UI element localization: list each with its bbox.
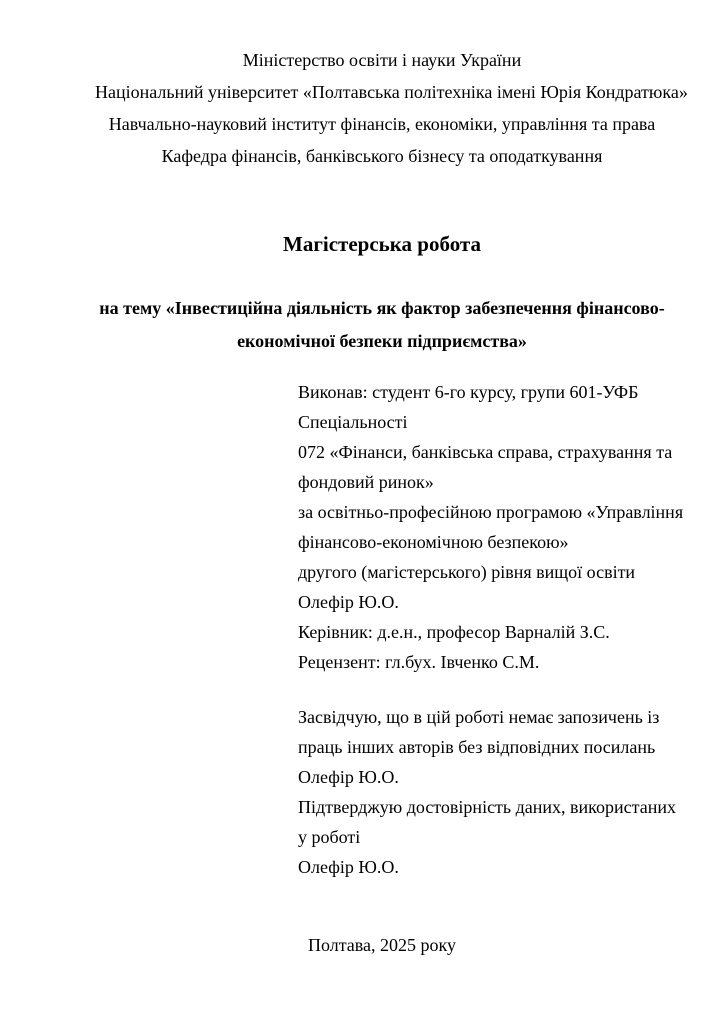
author-details-block — [298, 377, 684, 677]
university-line: Національний університет «Полтавська політехніка імені Юрія Кондратюка» — [95, 82, 688, 102]
attestation-block — [298, 702, 676, 882]
author-name-line: Олефір Ю.О. — [298, 592, 399, 612]
no-borrowing-line-1: Засвідчую, що в цій роботі немає запозичень із — [298, 707, 660, 727]
specialty-cont-line: фондовий ринок» — [298, 472, 434, 492]
institute-line: Навчально-науковий інститут фінансів, економіки, управління та права — [108, 114, 656, 134]
no-borrowing-line-2: праць інших авторів без відповідних посилань — [298, 737, 656, 757]
specialty-label-line: Спеціальності — [298, 412, 408, 432]
executor-line: Виконав: студент 6-го курсу, групи 601-УФБ — [298, 382, 639, 402]
ministry-line: Міністерство освіти і науки України — [242, 50, 522, 70]
author-signature-line-2: Олефір Ю.О. — [298, 857, 399, 877]
institution-header — [95, 44, 688, 172]
place-year-text: Полтава, 2025 року — [307, 935, 457, 955]
program-line: за освітньо-професійною програмою «Управління — [298, 502, 684, 522]
place-year-footer — [95, 930, 669, 960]
data-authenticity-line-2: у роботі — [298, 827, 361, 847]
topic-line-1: на тему «Інвестиційна діяльність як фактор забезпечення фінансово- — [99, 298, 665, 318]
program-cont-line: фінансово-економічною безпекою» — [298, 532, 569, 552]
reviewer-line: Рецензент: гл.бух. Івченко С.М. — [298, 652, 540, 672]
thesis-topic — [95, 292, 669, 358]
supervisor-line: Керівник: д.е.н., професор Варналій З.С. — [298, 622, 610, 642]
department-line: Кафедра фінансів, банківського бізнесу та оподаткування — [161, 146, 603, 166]
work-type-title: Магістерська робота — [283, 232, 481, 256]
topic-line-2: економічної безпеки підприємства» — [237, 331, 527, 351]
author-signature-line-1: Олефір Ю.О. — [298, 767, 399, 787]
specialty-code-line: 072 «Фінанси, банківська справа, страхування та — [298, 442, 673, 462]
degree-level-line: другого (магістерського) рівня вищої освіти — [298, 562, 636, 582]
data-authenticity-line-1: Підтверджую достовірність даних, використаних — [298, 797, 676, 817]
